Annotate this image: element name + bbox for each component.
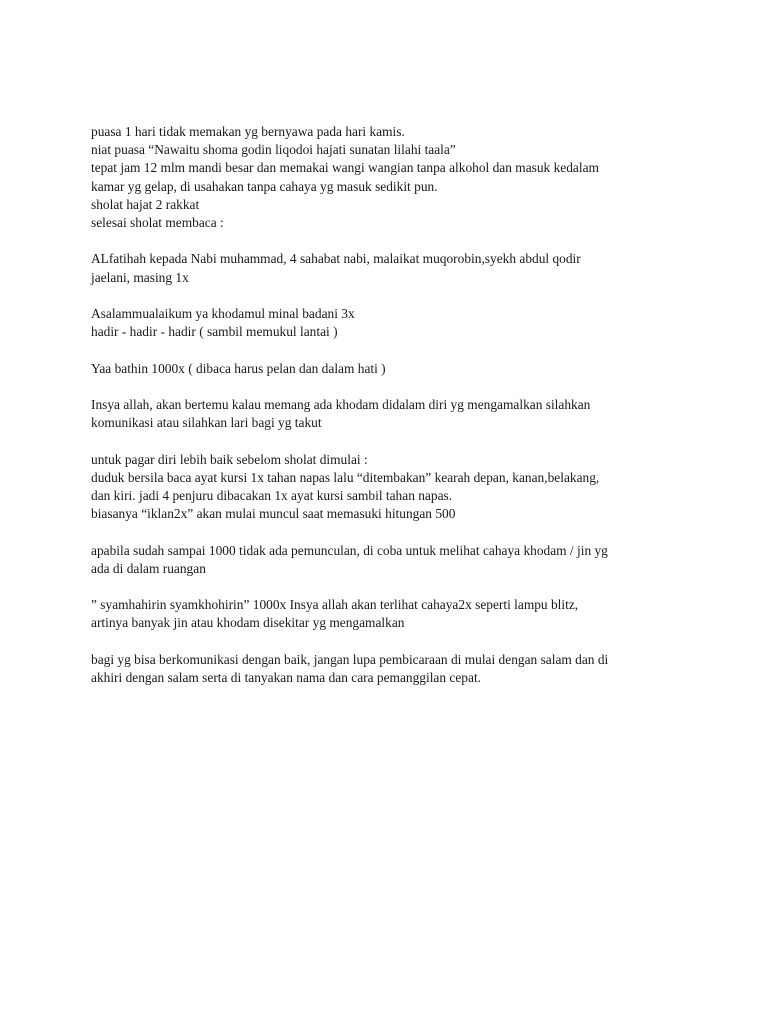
text-line: selesai sholat membaca : xyxy=(91,215,224,231)
text-line: ” syamhahirin syamkhohirin” 1000x Insya allah akan terlihat cahaya2x seperti lampu blitz, xyxy=(91,597,579,613)
text-line: sholat hajat 2 rakkat xyxy=(91,196,200,212)
text-line: ada di dalam ruangan xyxy=(91,560,206,576)
document-body xyxy=(91,123,691,705)
text-line: ALfatihah kepada Nabi muhammad, 4 sahabat nabi, malaikat muqorobin,syekh abdul qodir xyxy=(91,251,581,267)
text-line: artinya banyak jin atau khodam disekitar yg mengamalkan xyxy=(91,615,405,631)
text-line: dan kiri. jadi 4 penjuru dibacakan 1x ayat kursi sambil tahan napas. xyxy=(91,487,453,503)
text-line: bagi yg bisa berkomunikasi dengan baik, jangan lupa pembicaraan di mulai dengan salam dan di xyxy=(91,651,609,667)
text-line: Asalammualaikum ya khodamul minal badani 3x xyxy=(91,306,355,321)
text-line: Yaa bathin 1000x ( dibaca harus pelan dan dalam hati ) xyxy=(91,360,386,376)
text-line: komunikasi atau silahkan lari bagi yg takut xyxy=(91,415,322,431)
paragraph-yaa-bathin xyxy=(91,360,691,378)
paragraph-insya-allah xyxy=(91,396,691,432)
paragraph-syamhahirin xyxy=(91,596,691,632)
text-line: hadir - hadir - hadir ( sambil memukul lantai ) xyxy=(91,324,338,340)
paragraph-alfatihah xyxy=(91,250,691,286)
text-line: kamar yg gelap, di usahakan tanpa cahaya yg masuk sedikit pun. xyxy=(91,178,438,194)
text-line: apabila sudah sampai 1000 tidak ada pemunculan, di coba untuk melihat cahaya khodam / jin yg xyxy=(91,542,608,558)
paragraph-apabila xyxy=(91,542,691,578)
paragraph-puasa-instructions xyxy=(91,123,691,232)
paragraph-pagar-diri xyxy=(91,451,691,524)
text-line: niat puasa “Nawaitu shoma godin liqodoi hajati sunatan lilahi taala” xyxy=(91,142,456,158)
text-line: Insya allah, akan bertemu kalau memang ada khodam didalam diri yg mengamalkan silahkan xyxy=(91,396,591,412)
paragraph-komunikasi xyxy=(91,651,691,687)
text-line: untuk pagar diri lebih baik sebelom sholat dimulai : xyxy=(91,451,368,467)
text-line: puasa 1 hari tidak memakan yg bernyawa pada hari kamis. xyxy=(91,124,405,139)
text-line: jaelani, masing 1x xyxy=(91,269,189,285)
text-line: duduk bersila baca ayat kursi 1x tahan napas lalu “ditembakan” kearah depan, kanan,belakang, xyxy=(91,469,600,485)
text-line: akhiri dengan salam serta di tanyakan nama dan cara pemanggilan cepat. xyxy=(91,669,482,685)
text-line: biasanya “iklan2x” akan mulai muncul saat memasuki hitungan 500 xyxy=(91,506,456,522)
paragraph-salam xyxy=(91,305,691,341)
text-line: tepat jam 12 mlm mandi besar dan memakai wangi wangian tanpa alkohol dan masuk kedalam xyxy=(91,160,599,176)
